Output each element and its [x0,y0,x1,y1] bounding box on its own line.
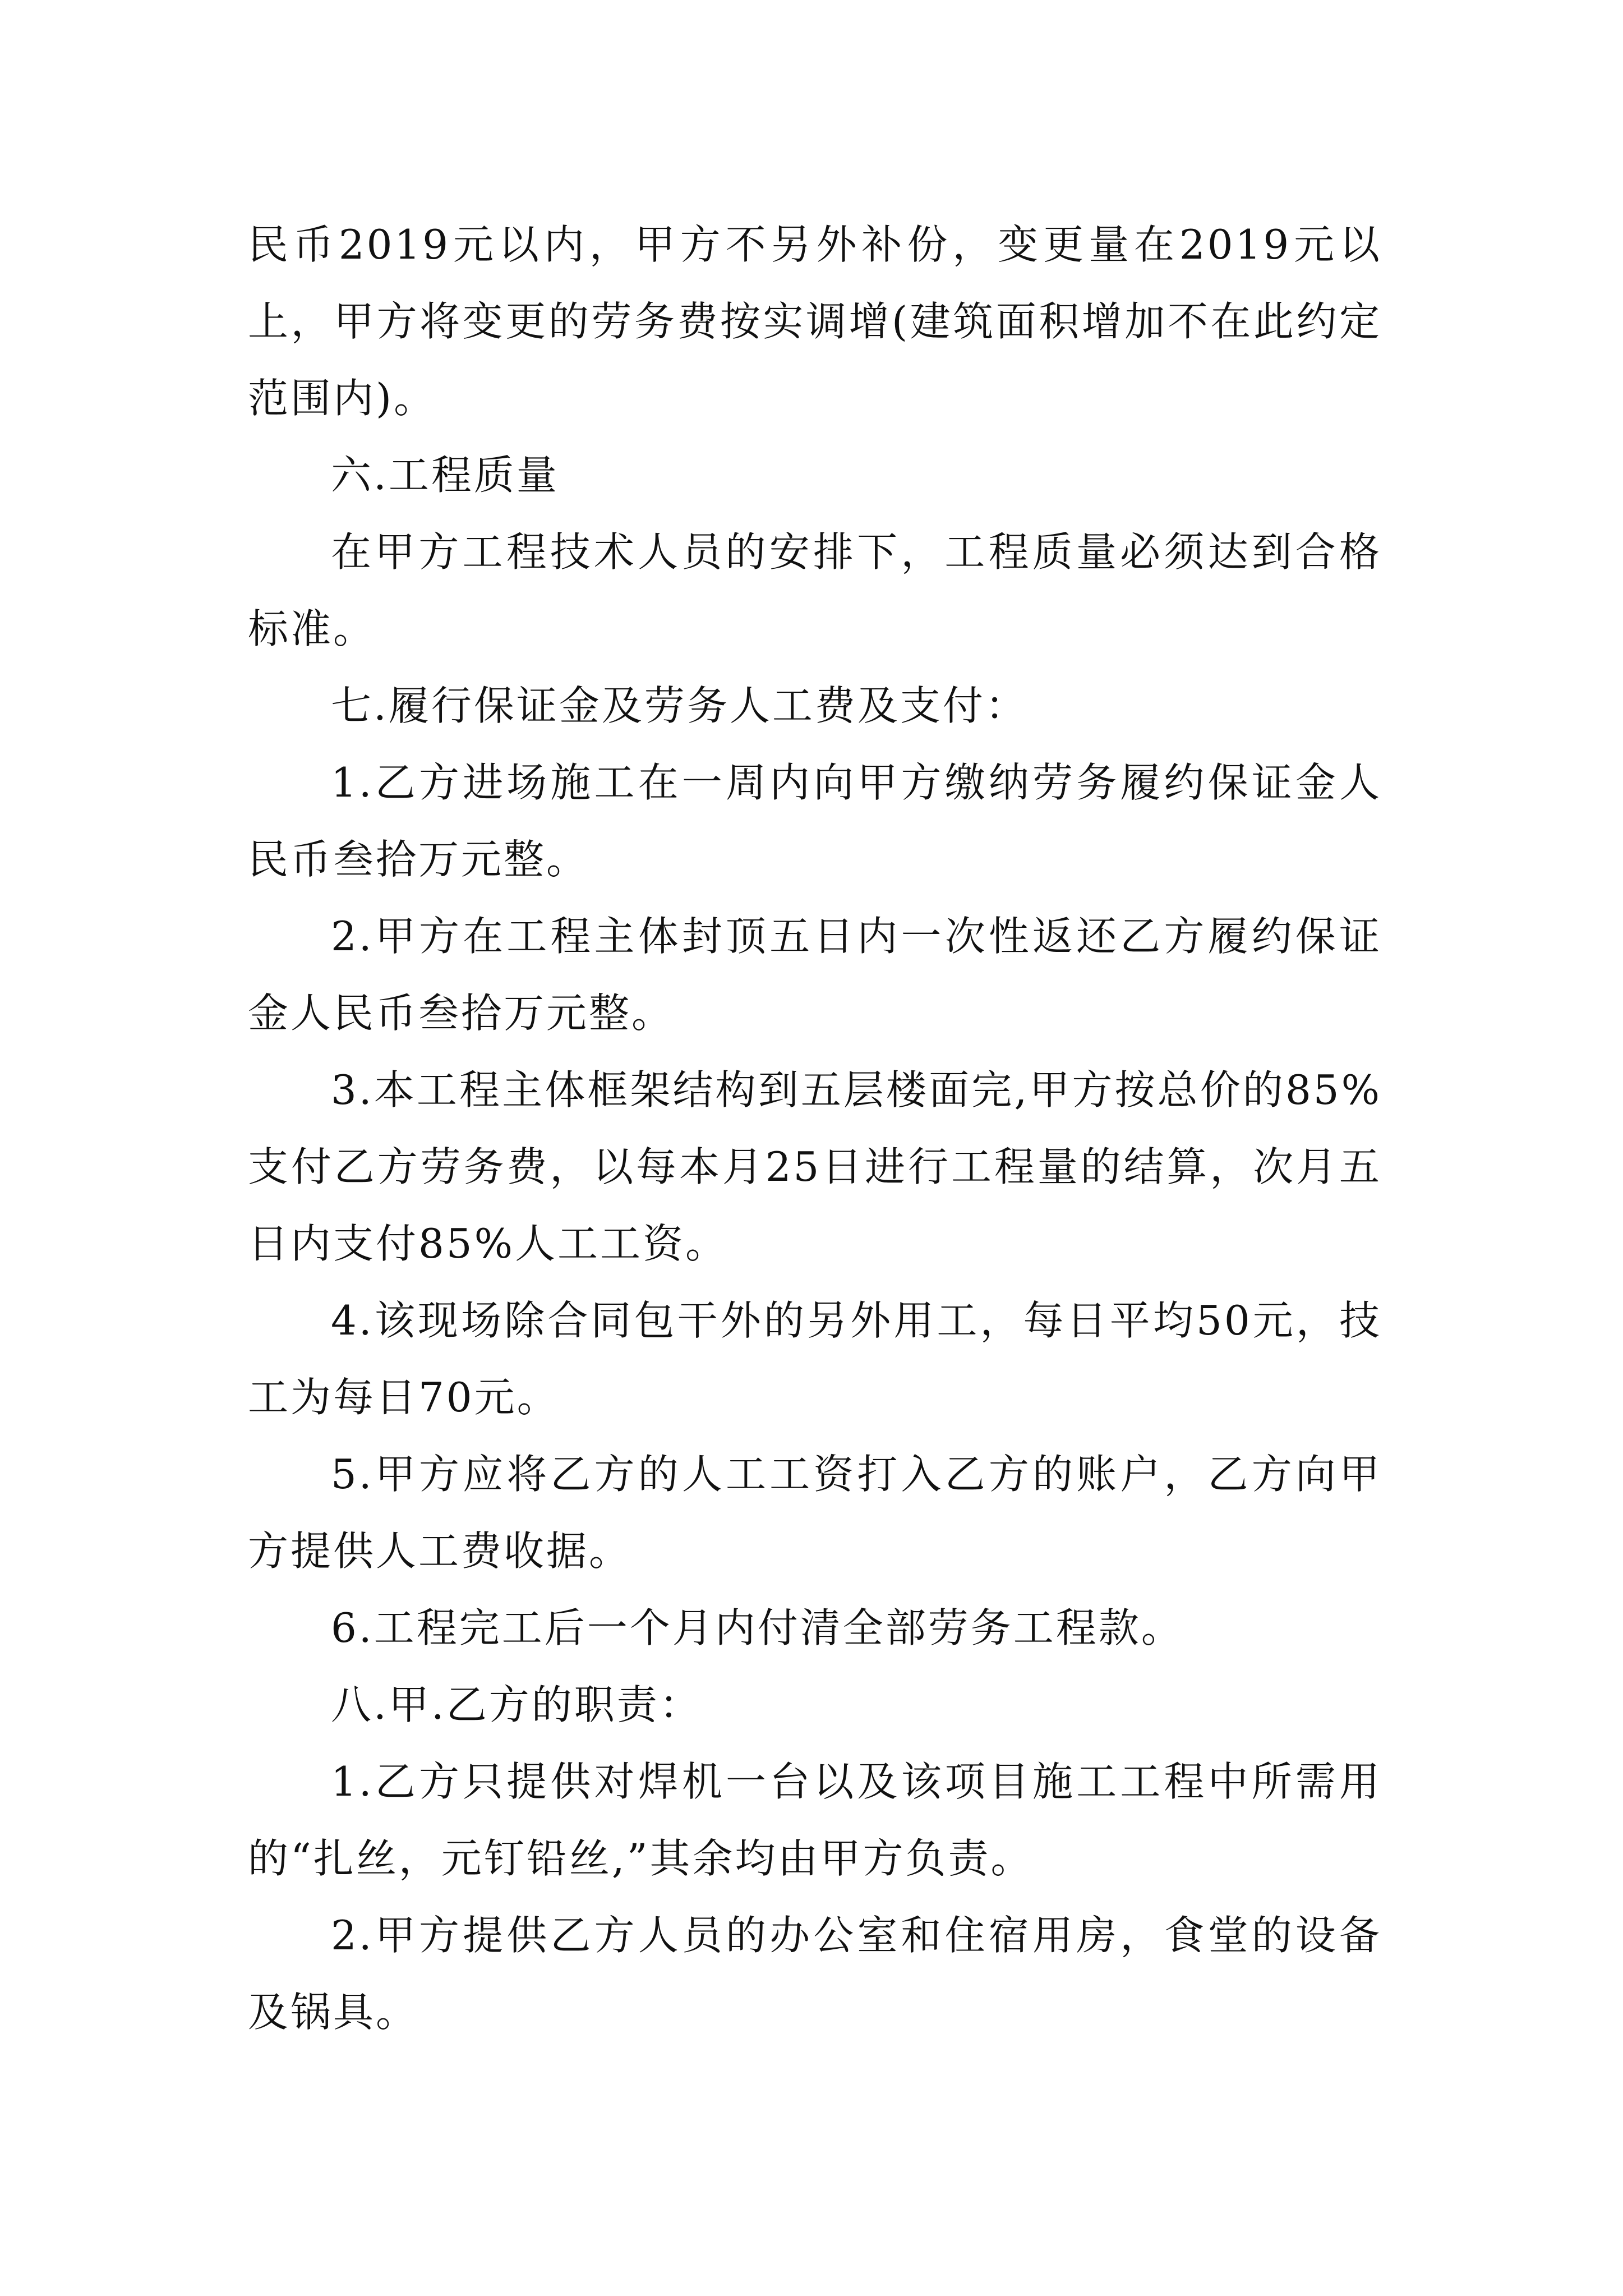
paragraph-continuation: 民币2019元以内，甲方不另外补份，变更量在2019元以上，甲方将变更的劳务费按实调增(建筑面积增加不在此约定范围内)。 [248,221,1382,422]
document-body [248,206,1382,2051]
paragraph-quality: 在甲方工程技术人员的安排下，工程质量必须达到合格标准。 [248,528,1382,652]
paragraph-duties-2: 2.甲方提供乙方人员的办公室和住宿用房，食堂的设备及锅具。 [248,1912,1382,2036]
paragraph-duties-1: 1.乙方只提供对焊机一台以及该项目施工工程中所需用的“扎丝，元钉铅丝,”其余均由甲方负责。 [248,1758,1382,1882]
paragraph-payment-1: 1.乙方进场施工在一周内向甲方缴纳劳务履约保证金人民币叁拾万元整。 [248,759,1382,883]
paragraph-payment-4: 4.该现场除合同包干外的另外用工，每日平均50元，技工为每日70元。 [248,1297,1382,1421]
paragraph-payment-5: 5.甲方应将乙方的人工工资打入乙方的账户，乙方向甲方提供人工费收据。 [248,1451,1382,1575]
paragraph-payment-3: 3.本工程主体框架结构到五层楼面完,甲方按总价的85%支付乙方劳务费，以每本月25日进行工程量的结算，次月五日内支付85%人工工资。 [248,1066,1382,1267]
paragraph-payment-6: 6.工程完工后一个月内付清全部劳务工程款。 [331,1604,1184,1651]
paragraph-payment-2: 2.甲方在工程主体封顶五日内一次性返还乙方履约保证金人民币叁拾万元整。 [248,913,1382,1037]
section-heading-quality: 六.工程质量 [331,452,559,499]
section-heading-payment: 七.履行保证金及劳务人工费及支付： [331,682,1028,729]
section-heading-duties: 八.甲.乙方的职责： [331,1681,702,1728]
